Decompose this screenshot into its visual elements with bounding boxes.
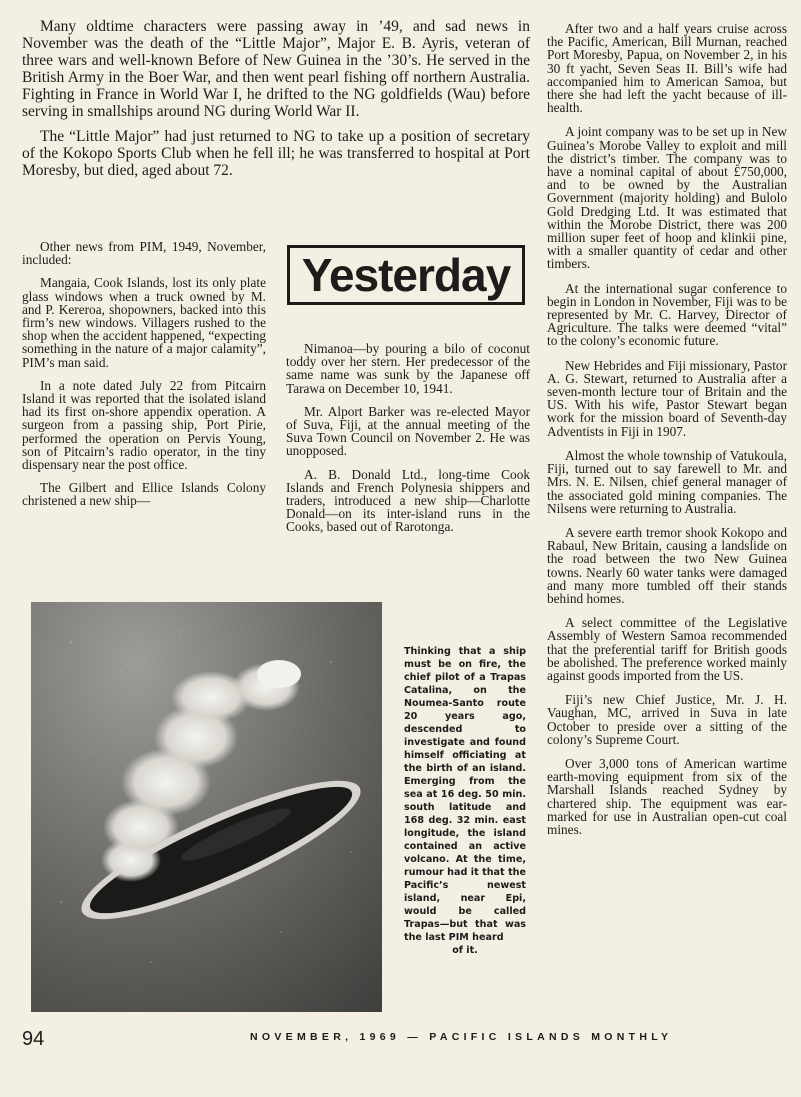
intro-paragraph: The “Little Major” had just returned to NG to take up a position of secretary of the Kokopo Sports Club when he fell ill; he was transferred to hospital at Port Moresby, but died, aged about 72. bbox=[22, 128, 530, 179]
running-footer: NOVEMBER, 1969 — PACIFIC ISLANDS MONTHLY bbox=[250, 1031, 673, 1043]
intro-story bbox=[22, 18, 530, 187]
yesterday-masthead: Yesterday bbox=[287, 245, 525, 305]
news-paragraph: Other news from PIM, 1949, November, included: bbox=[22, 239, 266, 268]
news-paragraph: Nimanoa—by pouring a bilo of coconut toddy over her stern. Her predecessor of the same name was sunk by the Japanese off Tarawa on December 10, 1941. bbox=[286, 341, 530, 396]
news-paragraph: After two and a half years cruise across the Pacific, American, Bill Murnan, reached Port Moresby, Papua, on November 2, in his 30 ft yacht, Seven Seas II. Bill’s wife had accompanied him to American Samoa, but there she had left the yacht because of ill-health. bbox=[547, 21, 787, 116]
news-paragraph: A select committee of the Legislative Assembly of Western Samoa recommended that the preferential tariff for British goods be abolished. The preference worked mainly against goods imported from the US. bbox=[547, 615, 787, 683]
news-column-left bbox=[22, 240, 266, 518]
news-paragraph: A. B. Donald Ltd., long-time Cook Islands and French Polynesia shippers and traders, introduced a new ship—Charlotte Donald—on its inter-island runs in the Cooks, based out of Rarotonga. bbox=[286, 466, 530, 535]
news-paragraph: A severe earth tremor shook Kokopo and Rabaul, New Britain, causing a landslide on the road between the two New Guinea towns. Nearly 60 water tanks were damaged and many more tumbled off their stands behind homes. bbox=[547, 524, 787, 606]
news-paragraph: New Hebrides and Fiji missionary, Pastor A. G. Stewart, returned to Australia after a seven-month lecture tour of Britain and the US. With his wife, Pastor Stewart began work for the mission board of Seventh-day Adventists in Fiji in 1907. bbox=[547, 357, 787, 439]
caption-end: of it. bbox=[452, 945, 478, 956]
intro-paragraph: Many oldtime characters were passing away in ’49, and sad news in November was the death of the “Little Major”, Major E. B. Ayris, veteran of three wars and well-known Before of New Guinea in the ’30’s. He served in the British Army in the Boer War, and then went pearl fishing off northern Australia. Fighting in France in World War I, he drifted to the NG goldfields (Wau) before serving in smallships around NG during World War II. bbox=[22, 18, 530, 120]
news-paragraph: In a note dated July 22 from Pitcairn Island it was reported that the isolated island had its first on-shore appendix operation. A surgeon from a passing ship, Port Pirie, performed the operation on Pervis Young, son of Pitcairn’s radio operator, in the tiny dispensary near the post office. bbox=[22, 377, 266, 473]
news-paragraph: Fiji’s new Chief Justice, Mr. J. H. Vaughan, MC, arrived in Suva in late October to preside over a sitting of the colony’s Supreme Court. bbox=[547, 692, 787, 747]
news-paragraph: The Gilbert and Ellice Islands Colony christened a new ship— bbox=[22, 480, 266, 509]
news-paragraph: Over 3,000 tons of American wartime earth-moving equipment from six of the Marshall Islands reached Sydney by chartered ship. The equipment was ear-marked for use in Australian open-cut coal mines. bbox=[547, 755, 787, 837]
caption-text: Thinking that a ship must be on fire, the chief pilot of a Trapas Catalina, on the Noumea-Santo route 20 years ago, descended to investigate and found himself officiating at the birth of an island. Emerging from the sea at 16 deg. 50 min. south latitude and 168 deg. 32 min. east longitude, the island contained an active volcano. At the time, rumour had it that the Pacific’s newest island, near Epi, would be called Trapas—but that was the last PIM heard bbox=[404, 646, 526, 943]
news-paragraph: Mr. Alport Barker was re-elected Mayor of Suva, Fiji, at the annual meeting of the Suva Town Council on November 2. He was unopposed. bbox=[286, 403, 530, 459]
news-paragraph: Mangaia, Cook Islands, lost its only plate glass windows when a truck owned by M. and P. Kereroa, shopowners, backed into this firm’s new windows. Villagers rushed to the shop when the accident happened, “expecting something in the nature of a major calamity”, PIM’s man said. bbox=[22, 275, 266, 370]
news-column-middle bbox=[286, 342, 530, 544]
news-paragraph: At the international sugar conference to begin in London in November, Fiji was to be represented by Mr. C. Harvey, Director of Agriculture. The talks were deemed “vital” to the colony’s economic future. bbox=[547, 280, 787, 349]
news-paragraph: A joint company was to be set up in New Guinea’s Morobe Valley to exploit and mill the district’s timber. The company was to have a nominal capital of about £750,000, and to be owned by the Australian Government (majority holding) and Bulolo Gold Dredging Ltd. It was estimated that within the Morobe District, there was 200 million super feet of hoop and klinkii pine, with a smaller quantity of cedar and other timbers. bbox=[547, 124, 787, 272]
news-paragraph: Almost the whole township of Vatukoula, Fiji, turned out to say farewell to Mr. and Mrs. N. E. Nilsen, chief general manager of the associated gold mining companies. The Nilsens were returning to Australia. bbox=[547, 447, 787, 516]
news-column-right bbox=[547, 22, 787, 847]
volcanic-island-photo bbox=[31, 602, 382, 1012]
photo-caption bbox=[404, 645, 526, 957]
page-number: 94 bbox=[22, 1028, 45, 1050]
